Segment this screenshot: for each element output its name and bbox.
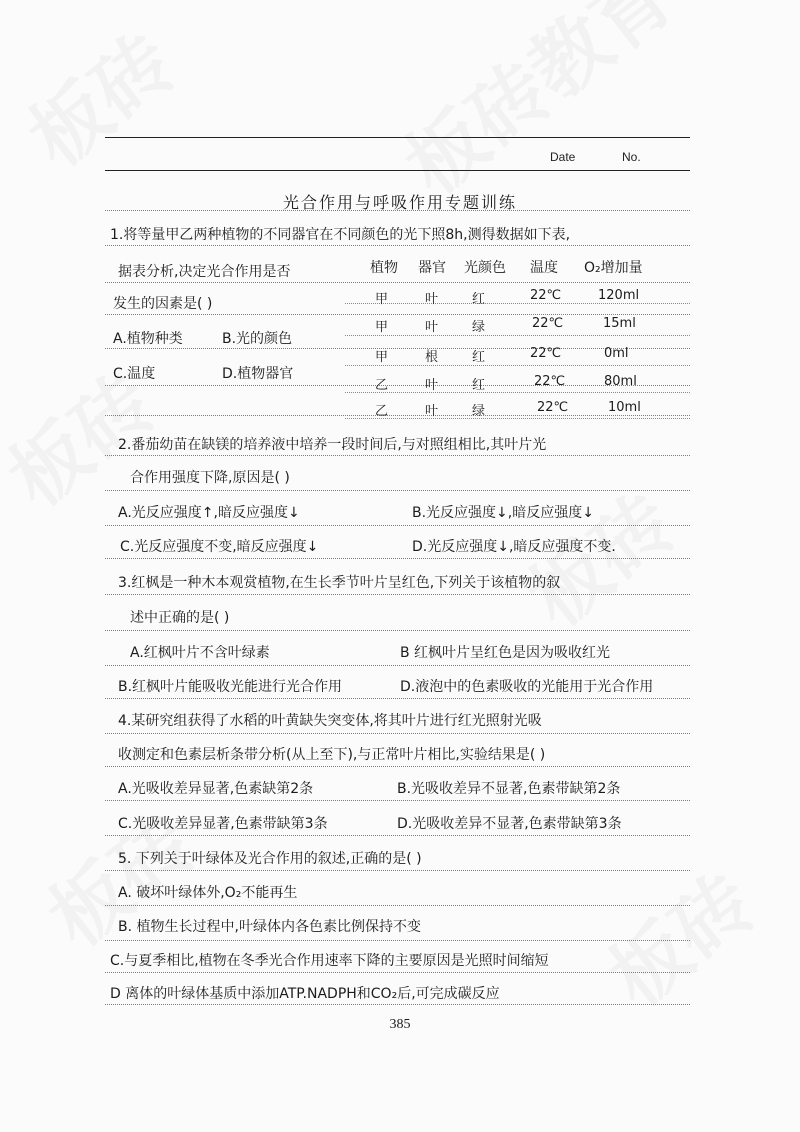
ruled-line bbox=[105, 385, 690, 386]
table-cell: 叶 bbox=[425, 404, 439, 419]
q5-stem: 5. 下列关于叶绿体及光合作用的叙述,正确的是( ) bbox=[118, 851, 422, 867]
ruled-line bbox=[105, 940, 690, 941]
ruled-line bbox=[105, 282, 690, 283]
table-cell: 叶 bbox=[425, 292, 439, 307]
table-cell: 甲 bbox=[375, 320, 389, 335]
q5-option-b: B. 植物生长过程中,叶绿体内各色素比例保持不变 bbox=[118, 919, 421, 935]
table-cell: 22℃ bbox=[532, 316, 564, 331]
ruled-line bbox=[105, 630, 690, 631]
ruled-line bbox=[105, 525, 690, 526]
q3-option-c: B.红枫叶片能吸收光能进行光合作用 bbox=[118, 679, 343, 695]
page-number: 385 bbox=[389, 1017, 411, 1032]
q1-option-b: B.光的颜色 bbox=[222, 331, 293, 347]
q1-line2: 据表分析,决定光合作用是否 bbox=[118, 264, 291, 280]
page-title: 光合作用与呼吸作用专题训练 bbox=[282, 193, 517, 212]
table-cell: 红 bbox=[472, 378, 486, 393]
ruled-line bbox=[105, 314, 690, 315]
q5-option-a: A. 破坏叶绿体外,O₂不能再生 bbox=[118, 885, 298, 901]
table-header: O₂增加量 bbox=[584, 260, 643, 276]
q2-option-b: B.光反应强度↓,暗反应强度↓ bbox=[412, 505, 594, 521]
table-cell: 22℃ bbox=[530, 288, 562, 303]
q1-option-c: C.温度 bbox=[113, 366, 156, 382]
q2-stem-line1: 2.番茄幼苗在缺镁的培养液中培养一段时间后,与对照组相比,其叶片光 bbox=[118, 437, 547, 453]
q4-option-a: A.光吸收差异显著,色素缺第2条 bbox=[118, 781, 314, 797]
table-cell: 10ml bbox=[608, 400, 641, 415]
q3-stem-line2: 述中正确的是( ) bbox=[130, 610, 230, 626]
q4-option-c: C.光吸收差异显著,色素带缺第3条 bbox=[118, 816, 328, 832]
q2-option-d: D.光反应强度↓,暗反应强度不变. bbox=[412, 539, 616, 555]
ruled-line bbox=[105, 766, 690, 767]
q1-option-a: A.植物种类 bbox=[113, 331, 183, 347]
ruled-line bbox=[105, 835, 690, 836]
table-cell: 120ml bbox=[598, 288, 640, 303]
ruled-line bbox=[105, 870, 690, 871]
ruled-line bbox=[105, 972, 690, 973]
q4-option-b: B.光吸收差异不显著,色素带缺第2条 bbox=[397, 781, 621, 797]
ruled-line bbox=[105, 490, 690, 491]
table-rule bbox=[345, 418, 690, 419]
table-rule bbox=[345, 392, 690, 393]
ruled-line bbox=[105, 905, 690, 906]
q2-option-a: A.光反应强度↑,暗反应强度↓ bbox=[118, 505, 300, 521]
table-cell: 15ml bbox=[603, 316, 636, 331]
table-header: 器官 bbox=[418, 260, 446, 276]
table-cell: 绿 bbox=[472, 320, 486, 335]
table-cell: 甲 bbox=[375, 350, 389, 365]
ruled-line bbox=[105, 348, 690, 349]
q4-stem-line1: 4.某研究组获得了水稻的叶黄缺失突变体,将其叶片进行红光照射光吸 bbox=[118, 713, 542, 729]
q3-stem-line1: 3.红枫是一种木本观赏植物,在生长季节叶片呈红色,下列关于该植物的叙 bbox=[118, 575, 561, 591]
date-label: Date bbox=[550, 150, 576, 164]
q5-option-d: D 离体的叶绿体基质中添加ATP.NADPH和CO₂后,可完成碳反应 bbox=[110, 986, 500, 1002]
q4-option-d: D.光吸收差异不显著,色素带缺第3条 bbox=[397, 816, 622, 832]
ruled-line bbox=[105, 698, 690, 699]
table-cell: 红 bbox=[472, 292, 486, 307]
header-top-rule bbox=[105, 137, 690, 138]
watermark bbox=[2, 4, 194, 188]
q4-stem-line2: 收测定和色素层析条带分析(从上至下),与正常叶片相比,实验结果是( ) bbox=[118, 747, 546, 763]
header-bottom-rule bbox=[105, 170, 690, 171]
table-rule bbox=[345, 335, 690, 336]
table-cell: 0ml bbox=[604, 346, 629, 361]
q3-option-d: D.液泡中的色素吸收的光能用于光合作用 bbox=[400, 679, 654, 695]
q3-option-a: A.红枫叶片不含叶绿素 bbox=[130, 645, 270, 661]
table-cell: 甲 bbox=[375, 292, 389, 307]
table-cell: 22℃ bbox=[530, 346, 562, 361]
ruled-line bbox=[105, 455, 690, 456]
ruled-line bbox=[105, 245, 690, 246]
watermark bbox=[502, 464, 694, 648]
table-cell: 乙 bbox=[375, 404, 389, 419]
no-label: No. bbox=[622, 150, 641, 164]
q2-option-c: C.光反应强度不变,暗反应强度↓ bbox=[120, 539, 319, 555]
table-cell: 绿 bbox=[472, 404, 486, 419]
q3-option-b: B 红枫叶片呈红色是因为吸收红光 bbox=[400, 645, 611, 661]
ruled-line bbox=[105, 800, 690, 801]
table-header: 光颜色 bbox=[464, 260, 506, 276]
ruled-line bbox=[105, 558, 690, 559]
table-cell: 红 bbox=[472, 350, 486, 365]
table-cell: 乙 bbox=[375, 378, 389, 393]
table-cell: 叶 bbox=[425, 320, 439, 335]
table-rule bbox=[345, 303, 690, 304]
table-header: 温度 bbox=[530, 260, 558, 276]
table-header: 植物 bbox=[370, 260, 398, 276]
q1-line3: 发生的因素是( ) bbox=[113, 296, 213, 312]
table-cell: 叶 bbox=[425, 378, 439, 393]
watermark bbox=[582, 844, 774, 1028]
ruled-line bbox=[105, 594, 690, 595]
ruled-line bbox=[105, 733, 690, 734]
watermark bbox=[379, 0, 694, 216]
table-cell: 22℃ bbox=[537, 400, 569, 415]
table-cell: 根 bbox=[425, 350, 439, 365]
table-cell: 80ml bbox=[604, 374, 637, 389]
q5-option-c: C.与夏季相比,植物在冬季光合作用速率下降的主要原因是光照时间缩短 bbox=[110, 953, 549, 969]
q2-stem-line2: 合作用强度下降,原因是( ) bbox=[130, 470, 290, 486]
table-rule bbox=[345, 365, 690, 366]
q1-option-d: D.植物器官 bbox=[222, 366, 294, 382]
ruled-line bbox=[105, 1004, 690, 1005]
ruled-line bbox=[105, 665, 690, 666]
q1-stem: 1.将等量甲乙两种植物的不同器官在不同颜色的光下照8h,测得数据如下表, bbox=[110, 227, 571, 243]
ruled-line bbox=[105, 415, 690, 416]
table-cell: 22℃ bbox=[534, 374, 566, 389]
